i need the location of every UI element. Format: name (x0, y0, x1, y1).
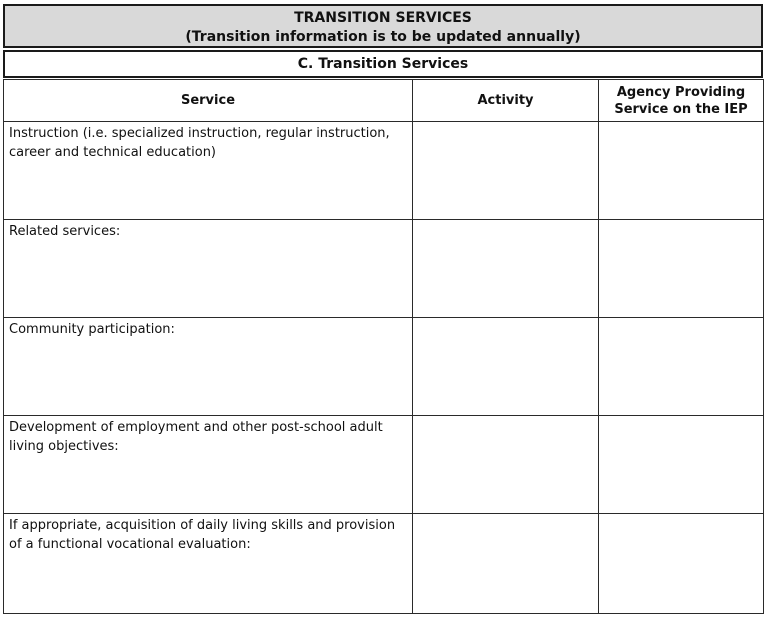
transition-services-table (3, 79, 764, 614)
section-title: C. Transition Services (3, 50, 763, 78)
agency-cell[interactable] (599, 416, 764, 514)
service-cell: Development of employment and other post-school adult living objectives: (4, 416, 413, 514)
column-header-service: Service (4, 80, 413, 122)
activity-cell[interactable] (413, 220, 599, 318)
table-row (4, 122, 764, 220)
service-cell: If appropriate, acquisition of daily living skills and provision of a functional vocational evaluation: (4, 514, 413, 614)
service-cell: Instruction (i.e. specialized instruction, regular instruction, career and technical education) (4, 122, 413, 220)
agency-cell[interactable] (599, 220, 764, 318)
activity-cell[interactable] (413, 416, 599, 514)
form-banner (3, 4, 763, 48)
transition-services-form (3, 4, 763, 614)
table-row (4, 416, 764, 514)
column-header-agency: Agency Providing Service on the IEP (599, 80, 764, 122)
column-header-activity: Activity (413, 80, 599, 122)
table-row (4, 514, 764, 614)
form-title: TRANSITION SERVICES (294, 10, 472, 26)
table-row (4, 318, 764, 416)
agency-cell[interactable] (599, 318, 764, 416)
agency-cell[interactable] (599, 122, 764, 220)
agency-cell[interactable] (599, 514, 764, 614)
service-cell: Community participation: (4, 318, 413, 416)
activity-cell[interactable] (413, 122, 599, 220)
form-subtitle: (Transition information is to be updated annually) (185, 29, 581, 45)
activity-cell[interactable] (413, 514, 599, 614)
activity-cell[interactable] (413, 318, 599, 416)
table-header-row (4, 80, 764, 122)
table-row (4, 220, 764, 318)
service-cell: Related services: (4, 220, 413, 318)
